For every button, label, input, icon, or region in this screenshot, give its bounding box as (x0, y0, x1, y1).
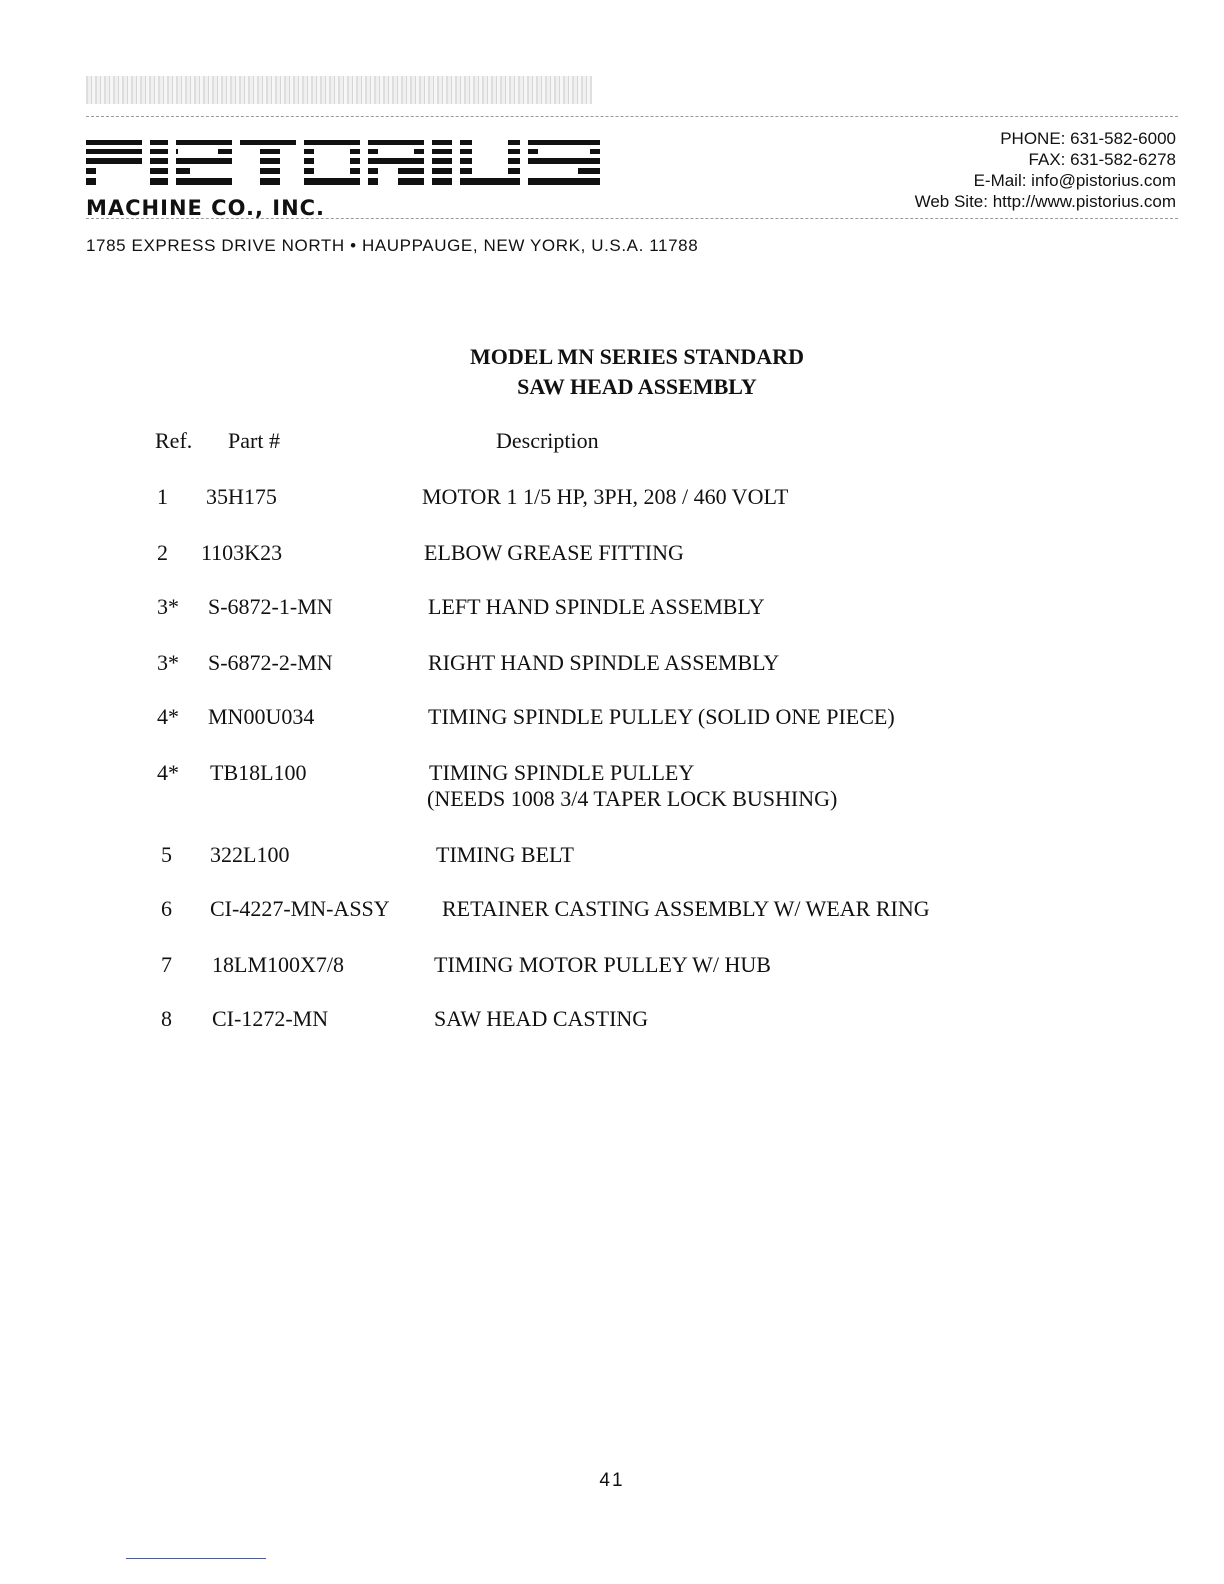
part-description: RIGHT HAND SPINDLE ASSEMBLY (428, 650, 780, 675)
part-number: 322L100 (210, 842, 290, 867)
part-description: TIMING SPINDLE PULLEY (SOLID ONE PIECE) (428, 704, 895, 729)
contact-block (915, 128, 1176, 212)
column-header-ref: Ref. (155, 428, 193, 453)
part-number: TB18L100 (210, 760, 307, 785)
parts-row (0, 594, 1224, 654)
fax-number: FAX: 631-582-6278 (1028, 150, 1176, 169)
bottom-underline (126, 1558, 266, 1559)
part-number: 18LM100X7/8 (212, 952, 344, 977)
parts-row (0, 484, 1224, 544)
document-title (300, 342, 974, 402)
part-ref: 4* (157, 760, 179, 785)
title-line-1: MODEL MN SERIES STANDARD (470, 344, 804, 369)
header-divider-bottom (86, 218, 1178, 219)
parts-row (0, 704, 1224, 764)
page-number: 41 (599, 1470, 625, 1491)
column-header-part: Part # (228, 428, 280, 453)
part-ref: 7 (161, 952, 172, 977)
pistorius-logo (86, 140, 600, 192)
parts-row (0, 650, 1224, 710)
part-number: S-6872-2-MN (208, 650, 333, 675)
part-number: S-6872-1-MN (208, 594, 333, 619)
part-ref: 3* (157, 594, 179, 619)
email-address: E-Mail: info@pistorius.com (973, 171, 1176, 190)
parts-row (0, 896, 1224, 956)
header-divider-top (86, 116, 1178, 117)
part-description-line-1: TIMING SPINDLE PULLEY (429, 760, 695, 785)
part-ref: 5 (161, 842, 172, 867)
title-line-2: SAW HEAD ASSEMBLY (517, 374, 757, 399)
part-ref: 3* (157, 650, 179, 675)
parts-row (0, 760, 1224, 830)
part-description: LEFT HAND SPINDLE ASSEMBLY (428, 594, 765, 619)
part-number: 1103K23 (201, 540, 283, 565)
part-ref: 1 (157, 484, 168, 509)
parts-row (0, 540, 1224, 600)
part-number: CI-1272-MN (212, 1006, 329, 1031)
part-description: MOTOR 1 1/5 HP, 3PH, 208 / 460 VOLT (422, 484, 789, 509)
part-number: CI-4227-MN-ASSY (210, 896, 390, 921)
column-header-description: Description (496, 428, 599, 453)
part-number: MN00U034 (208, 704, 315, 729)
part-ref: 8 (161, 1006, 172, 1031)
parts-row (0, 842, 1224, 902)
part-ref: 4* (157, 704, 179, 729)
part-description: TIMING BELT (436, 842, 574, 867)
part-description (429, 760, 837, 812)
company-address: 1785 EXPRESS DRIVE NORTH • HAUPPAUGE, NEW YORK, U.S.A. 11788 (86, 236, 699, 255)
phone-number: PHONE: 631-582-6000 (1000, 129, 1176, 148)
part-description: TIMING MOTOR PULLEY W/ HUB (434, 952, 771, 977)
part-description: RETAINER CASTING ASSEMBLY W/ WEAR RING (442, 896, 930, 921)
parts-row (0, 952, 1224, 1012)
part-description: ELBOW GREASE FITTING (424, 540, 684, 565)
company-name: MACHINE CO., INC. (86, 196, 326, 220)
part-ref: 6 (161, 896, 172, 921)
part-description: SAW HEAD CASTING (434, 1006, 649, 1031)
scan-artifact-bar (86, 76, 592, 104)
part-number: 35H175 (206, 484, 277, 509)
parts-row (0, 1006, 1224, 1066)
website-url: Web Site: http://www.pistorius.com (914, 192, 1176, 211)
part-description-line-2: (NEEDS 1008 3/4 TAPER LOCK BUSHING) (427, 786, 838, 811)
part-ref: 2 (157, 540, 168, 565)
